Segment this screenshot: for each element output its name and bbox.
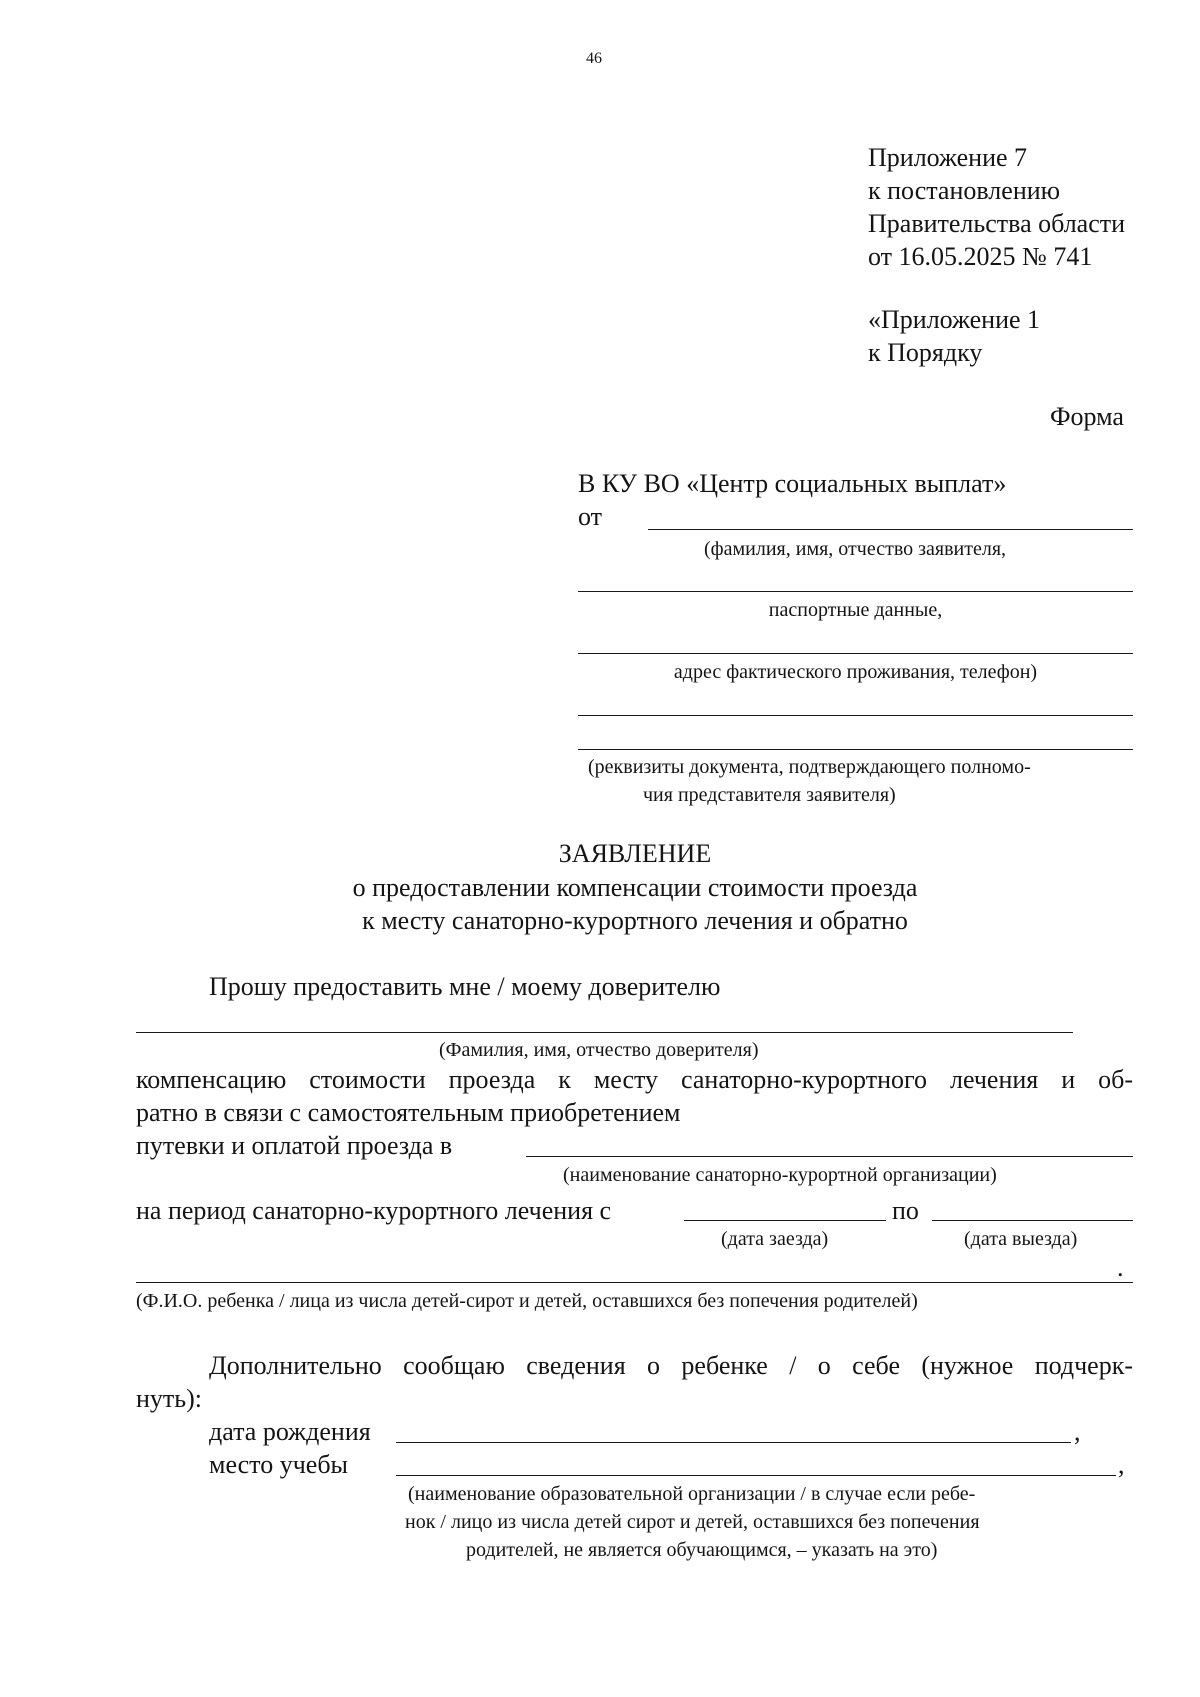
caption-study-3: родителей, не является обучающимся, – указать на это): [466, 1539, 938, 1561]
attachment-ref: к постановлению: [868, 176, 1061, 205]
caption-principal: (Фамилия, имя, отчество доверителя): [439, 1039, 759, 1061]
attachment-number: Приложение 7: [868, 143, 1028, 172]
caption-checkin: (дата заезда): [721, 1228, 829, 1250]
addressee-from: от: [578, 502, 603, 531]
addressee-to: В КУ ВО «Центр социальных выплат»: [578, 469, 1007, 498]
caption-proxy-1: (реквизиты документа, подтверждающего полномо-: [588, 756, 1031, 778]
caption-org: (наименование санаторно-курортной организации): [563, 1164, 997, 1186]
document-title: ЗАЯВЛЕНИЕ: [558, 839, 712, 868]
caption-address: адрес фактического проживания, телефон): [673, 661, 1038, 683]
birth-date-comma: ,: [1074, 1417, 1081, 1446]
period-to-label: по: [892, 1196, 919, 1225]
applicant-passport-line[interactable]: [578, 591, 1133, 592]
checkout-date-line[interactable]: [932, 1220, 1133, 1221]
birth-date-line[interactable]: [396, 1442, 1071, 1443]
caption-proxy-2: чия представителя заявителя): [643, 784, 896, 806]
checkin-date-line[interactable]: [684, 1220, 886, 1221]
caption-applicant-name: (фамилия, имя, отчество заявителя,: [704, 538, 1007, 560]
applicant-address-line[interactable]: [578, 653, 1133, 654]
study-place-line[interactable]: [396, 1475, 1116, 1476]
order-attachment-number: «Приложение 1: [868, 305, 1041, 334]
document-subtitle-1: о предоставлении компенсации стоимости проезда: [352, 873, 918, 902]
caption-passport: паспортные данные,: [768, 599, 943, 621]
additional-text-1: Дополнительно сообщаю сведения о ребенке / о себе (нужное подчерк-: [209, 1351, 1133, 1380]
form-label: Форма: [1050, 402, 1124, 431]
child-name-line[interactable]: [136, 1282, 1133, 1283]
request-text: Прошу предоставить мне / моему доверителю: [209, 972, 721, 1001]
compensation-text-1: компенсацию стоимости проезда к месту санаторно-курортного лечения и об-: [136, 1065, 1133, 1094]
attachment-date: от 16.05.2025 № 741: [868, 242, 1093, 271]
child-line-dot: .: [1117, 1253, 1124, 1282]
period-label: на период санаторно-курортного лечения с: [136, 1196, 612, 1225]
birth-date-label: дата рождения: [209, 1417, 371, 1446]
caption-study-1: (наименование образовательной организации / в случае если ребе-: [408, 1483, 976, 1505]
caption-checkout: (дата выезда): [964, 1228, 1078, 1250]
compensation-text-2: ратно в связи с самостоятельным приобретением: [136, 1098, 681, 1127]
proxy-line-2[interactable]: [578, 749, 1133, 750]
additional-text-2: нуть):: [136, 1384, 203, 1413]
page-number: 46: [586, 50, 602, 67]
resort-org-line[interactable]: [526, 1156, 1133, 1157]
principal-name-line[interactable]: [136, 1032, 1073, 1033]
study-place-label: место учебы: [209, 1450, 349, 1479]
study-place-comma: ,: [1118, 1450, 1125, 1479]
caption-child: (Ф.И.О. ребенка / лица из числа детей-сирот и детей, оставшихся без попечения родителей): [136, 1290, 918, 1312]
attachment-authority: Правительства области: [868, 209, 1126, 238]
proxy-line-1[interactable]: [578, 715, 1133, 716]
compensation-text-3: путевки и оплатой проезда в: [136, 1131, 453, 1160]
order-attachment-ref: к Порядку: [868, 338, 983, 367]
caption-study-2: нок / лицо из числа детей сирот и детей, оставшихся без попечения: [405, 1511, 980, 1533]
document-subtitle-2: к месту санаторно-курортного лечения и обратно: [362, 906, 908, 935]
applicant-name-line[interactable]: [648, 529, 1133, 530]
